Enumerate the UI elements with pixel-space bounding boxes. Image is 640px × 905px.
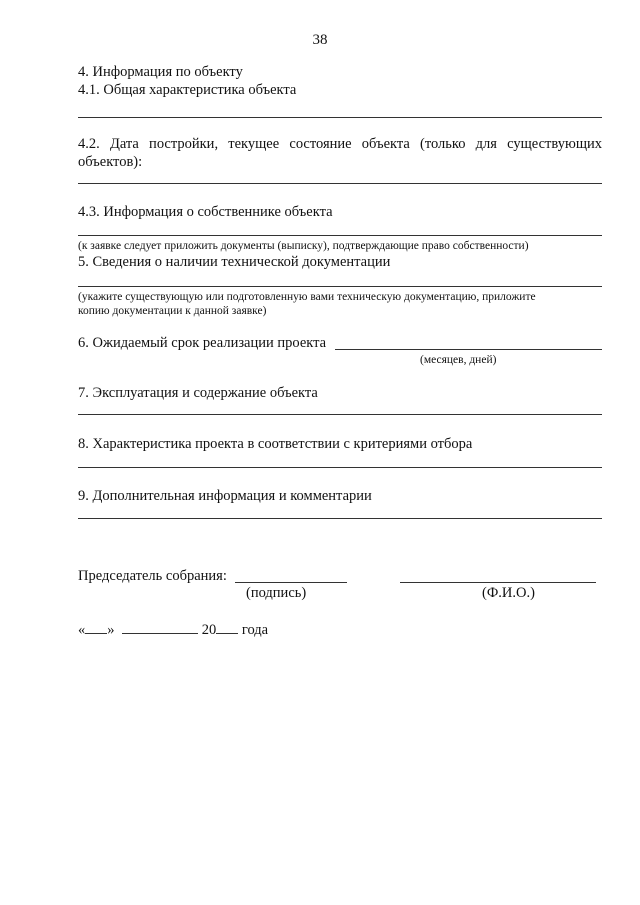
section-4-3-title: 4.3. Информация о собственнике объекта: [78, 204, 333, 220]
date-close-quote: »: [107, 622, 115, 638]
section-5-note-line1: (укажите существующую или подготовленную вами техническую документацию, приложите: [78, 291, 536, 303]
section-4-2-title-line1: 4.2. Дата постройки, текущее состояние объекта (только для существующих: [78, 136, 602, 152]
signature-line[interactable]: [235, 582, 347, 583]
section-9-answer-line[interactable]: [78, 518, 602, 519]
section-7-title: 7. Эксплуатация и содержание объекта: [78, 385, 318, 401]
section-8-title: 8. Характеристика проекта в соответствии с критериями отбора: [78, 436, 473, 452]
date-year-blank[interactable]: [216, 621, 238, 634]
date-open-quote: «: [78, 622, 86, 638]
section-8-answer-line[interactable]: [78, 467, 602, 468]
section-5-answer-line[interactable]: [78, 286, 602, 287]
date-month-blank[interactable]: [122, 621, 198, 634]
section-4-2-title-line2: объектов):: [78, 154, 143, 170]
section-4-1-title: 4.1. Общая характеристика объекта: [78, 82, 297, 98]
signature-hint: (подпись): [246, 585, 307, 601]
section-6-title: 6. Ожидаемый срок реализации проекта: [78, 335, 327, 351]
date-line: [78, 621, 268, 639]
section-4-3-answer-line[interactable]: [78, 235, 602, 236]
section-7-answer-line[interactable]: [78, 414, 602, 415]
full-name-hint: (Ф.И.О.): [482, 585, 535, 601]
section-5-note-line2: копию документации к данной заявке): [78, 305, 267, 317]
section-5-title: 5. Сведения о наличии технической документации: [78, 254, 391, 270]
date-year-suffix: года: [241, 622, 269, 638]
section-4-2-answer-line[interactable]: [78, 183, 602, 184]
section-9-title: 9. Дополнительная информация и комментарии: [78, 488, 372, 504]
page-number: 38: [312, 32, 328, 48]
section-4-1-answer-line[interactable]: [78, 117, 602, 118]
section-4-3-note: (к заявке следует приложить документы (выписку), подтверждающие право собственности): [78, 240, 529, 252]
section-6-hint: (месяцев, дней): [420, 354, 497, 366]
date-day-blank[interactable]: [85, 621, 107, 634]
chairman-label: Председатель собрания:: [78, 568, 227, 584]
section-4-title: 4. Информация по объекту: [78, 64, 243, 80]
full-name-line[interactable]: [400, 582, 596, 583]
section-6-answer-line[interactable]: [335, 349, 602, 350]
date-year-prefix: 20: [201, 622, 217, 638]
